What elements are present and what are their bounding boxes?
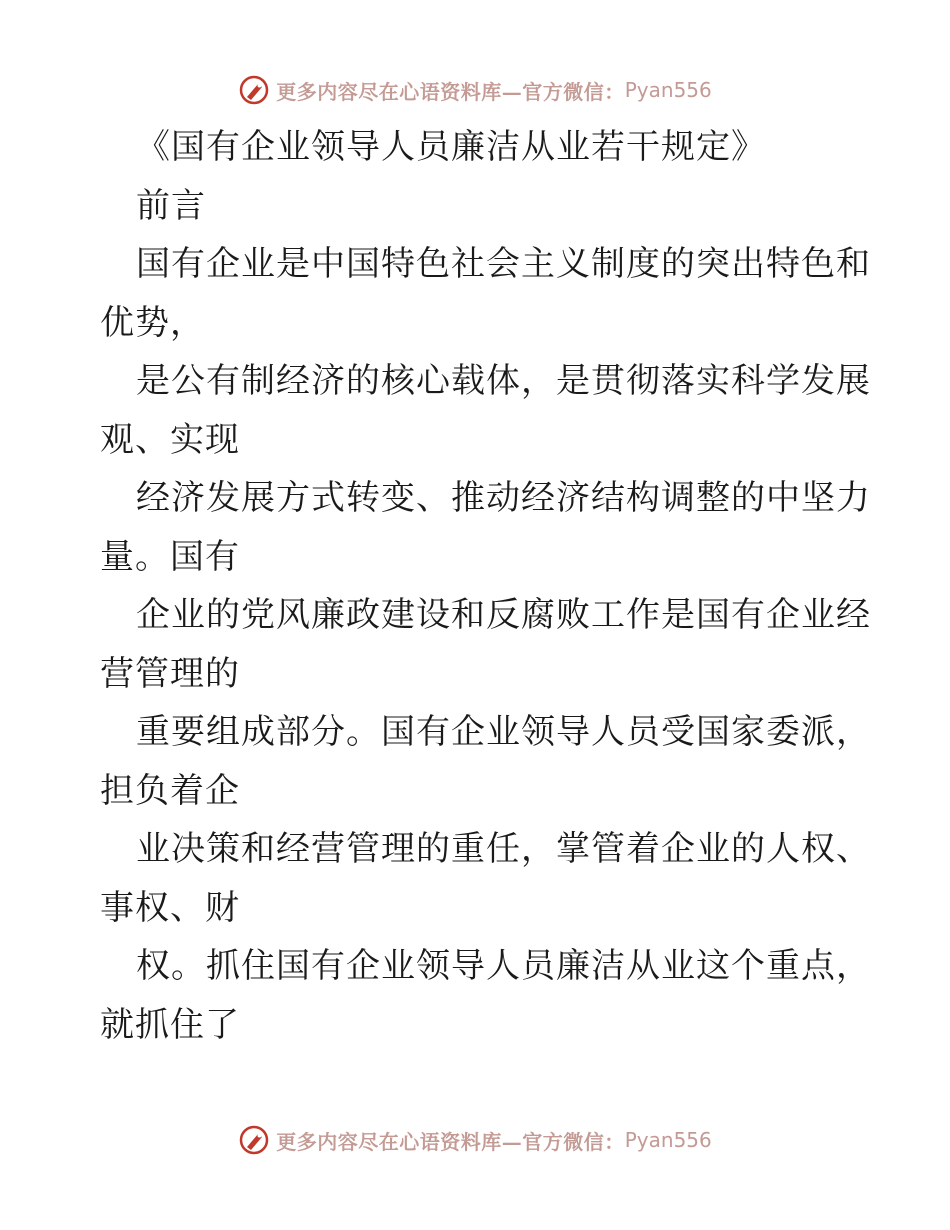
document-title: 《国有企业领导人员廉洁从业若干规定》 (136, 127, 766, 167)
footer-watermark (0, 1120, 950, 1160)
text-line: 优势， (100, 302, 205, 343)
header-watermark (0, 70, 950, 110)
text-line: 企业的党风廉政建设和反腐败工作是国有企业经 (136, 595, 871, 635)
text-line: 国有企业是中国特色社会主义制度的突出特色和 (136, 244, 871, 284)
watermark-text: 更多内容尽在心语资料库—官方微信： (276, 79, 625, 104)
text-line: 权。抓住国有企业领导人员廉洁从业这个重点， (136, 946, 871, 986)
pen-logo-icon (238, 74, 270, 106)
watermark-wechat-id: Pyan556 (624, 1128, 712, 1152)
text-line: 经济发展方式转变、推动经济结构调整的中坚力 (136, 478, 871, 518)
watermark-wechat-id: Pyan556 (624, 78, 712, 102)
text-line: 重要组成部分。国有企业领导人员受国家委派， (136, 712, 871, 752)
text-line: 是公有制经济的核心载体，是贯彻落实科学发展 (136, 361, 871, 401)
text-line: 就抓住了 (100, 1004, 240, 1045)
watermark-text: 更多内容尽在心语资料库—官方微信： (276, 1129, 625, 1154)
text-line: 量。国有 (100, 536, 240, 577)
text-line: 事权、财 (100, 887, 240, 928)
text-line: 业决策和经营管理的重任，掌管着企业的人权、 (136, 829, 871, 869)
text-line: 营管理的 (100, 653, 240, 694)
text-line: 担负着企 (100, 770, 240, 811)
document-body (100, 118, 871, 1054)
pen-logo-icon (238, 1124, 270, 1156)
text-line: 观、实现 (100, 419, 240, 460)
section-heading: 前言 (136, 185, 206, 226)
